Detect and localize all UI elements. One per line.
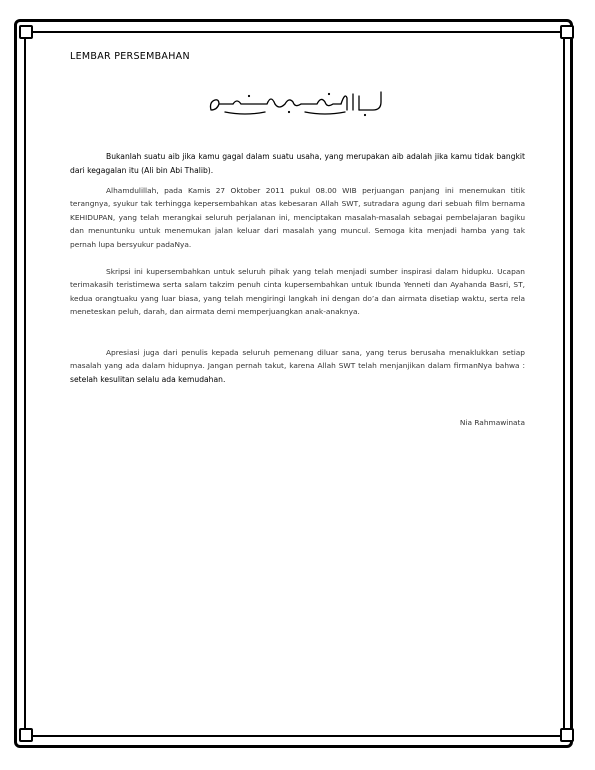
closing-emphasis: setelah kesulitan selalu ada kemudahan. bbox=[70, 374, 226, 384]
corner-ornament-bottom-left bbox=[19, 728, 33, 742]
paragraph-appreciation: Apresiasi juga dari penulis kepada seluruh pemenang diluar sana, yang terus berusaha menaklukkan setiap masalah yang ada dalam hidupnya. Jangan pernah takut, karena Allah SWT telah menjanjikan dalam firmanNya bahwa : setelah kesulitan selalu ada kemudahan. bbox=[70, 348, 525, 384]
author-signature: Nia Rahmawinata bbox=[459, 418, 525, 427]
corner-ornament-bottom-right bbox=[560, 728, 574, 742]
paragraph-dedication: Skripsi ini kupersembahkan untuk seluruh pihak yang telah menjadi sumber inspirasi dalam hidupku. Ucapan terimakasih teristimewa serta salam takzim penuh cinta kupersembahkan untuk Ibunda Yenneti dan Ayahanda Basri, ST, kedua orangtuaku yang luar biasa, yang telah mengiringi langkah ini dengan do’a dan airmata disetiap waktu, serta rela meneteskan peluh, darah, dan airmata demi memperjuangkan anak-anaknya. bbox=[70, 267, 525, 317]
page-title: LEMBAR PERSEMBAHAN bbox=[70, 51, 190, 62]
corner-ornament-top-left bbox=[19, 25, 33, 39]
corner-ornament-top-right bbox=[560, 25, 574, 39]
basmalah-icon bbox=[205, 88, 390, 118]
opening-quote: Bukanlah suatu aib jika kamu gagal dalam suatu usaha, yang merupakan aib adalah jika kamu tidak bangkit dari kegagalan itu (Ali bin Abi Thalib). bbox=[70, 152, 525, 175]
paragraph-gratitude: Alhamdulillah, pada Kamis 27 Oktober 2011 pukul 08.00 WIB perjuangan panjang ini menemukan titik terangnya, syukur tak terhingga kepersembahkan atas kebesaran Allah SWT, sutradara agung dari sebuah film bernama KEHIDUPAN, yang telah merangkai seluruh perjalanan ini, menciptakan masalah-masalah sebagai pembelajaran bagiku dan menuntunku untuk menemukan jalan keluar dari masalah yang muncul. Semoga kita menjadi hamba yang tak pernah lupa bersyukur padaNya. bbox=[70, 186, 525, 249]
